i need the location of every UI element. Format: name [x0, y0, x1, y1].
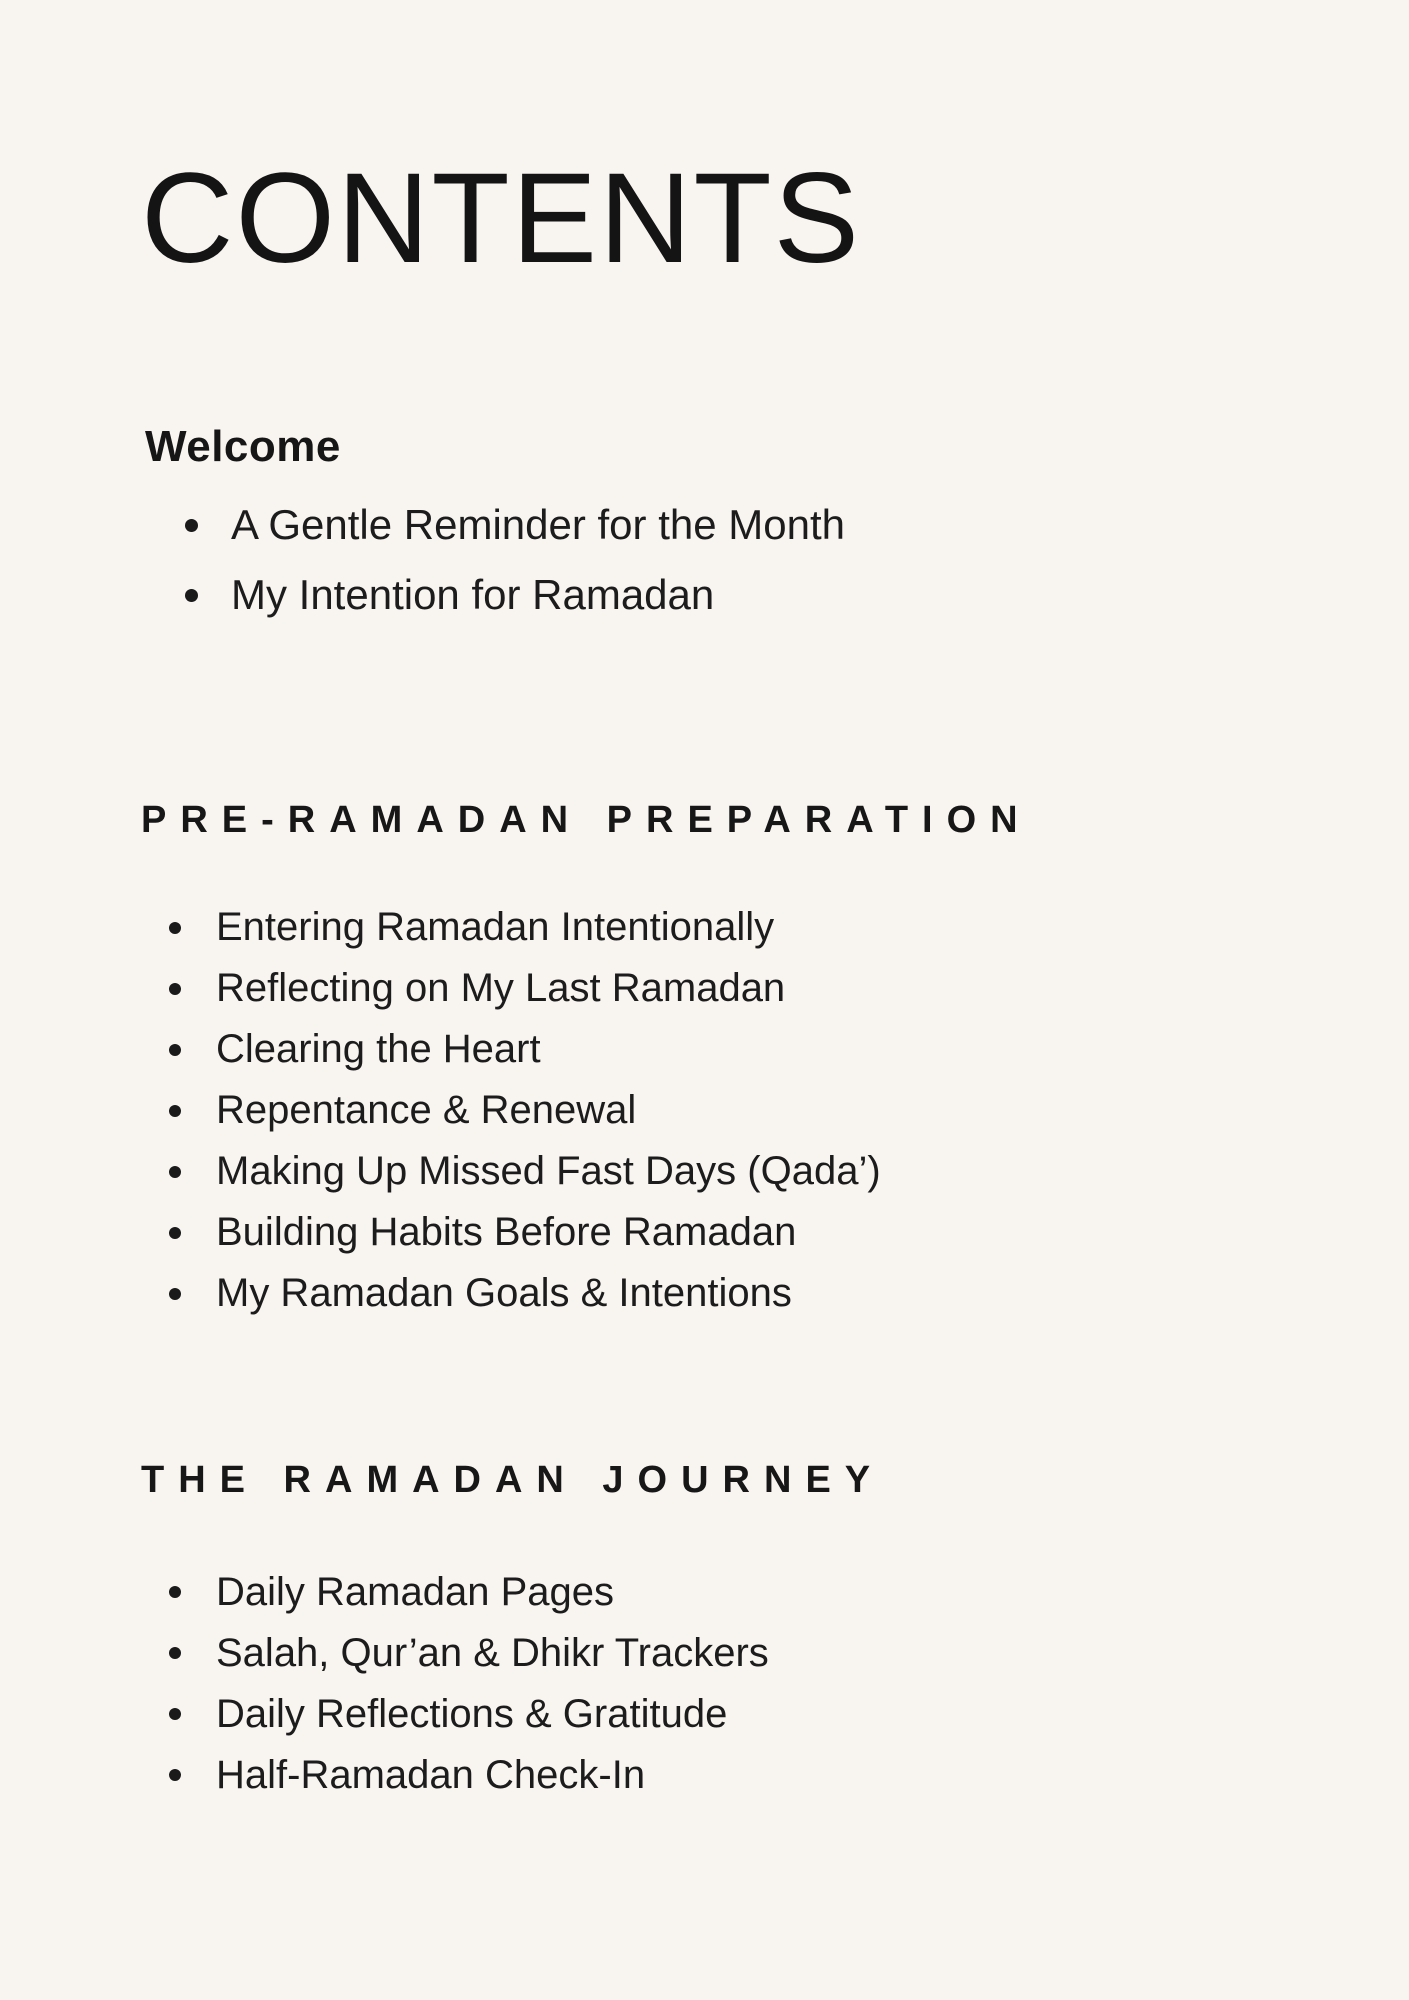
toc-item [141, 897, 1309, 958]
toc-item [141, 1745, 1309, 1806]
bullet-icon [169, 983, 181, 995]
toc-item-label: Repentance & Renewal [216, 1088, 637, 1133]
bullet-icon [169, 1166, 181, 1178]
bullet-icon [169, 1288, 181, 1300]
toc-item-label: Building Habits Before Ramadan [216, 1210, 797, 1255]
bullet-icon [169, 1769, 181, 1781]
toc-item-label: My Ramadan Goals & Intentions [216, 1271, 792, 1316]
toc-item [141, 1684, 1309, 1745]
bullet-icon [185, 589, 198, 602]
welcome-heading: Welcome [145, 422, 341, 471]
bullet-icon [169, 1227, 181, 1239]
toc-item-label: Reflecting on My Last Ramadan [216, 966, 786, 1011]
toc-item [141, 1141, 1309, 1202]
toc-item [141, 1019, 1309, 1080]
toc-item [141, 1202, 1309, 1263]
toc-item-label: Salah, Qur’an & Dhikr Trackers [216, 1630, 769, 1675]
bullet-icon [169, 1708, 181, 1720]
toc-item-label: Making Up Missed Fast Days (Qada’) [216, 1149, 881, 1194]
toc-item [141, 1080, 1309, 1141]
ramadan-journey-list [141, 1562, 1309, 1806]
toc-item-label: Daily Reflections & Gratitude [216, 1691, 728, 1736]
bullet-icon [185, 519, 198, 532]
toc-item [141, 1263, 1309, 1324]
section-ramadan-journey [141, 1458, 1309, 1806]
bullet-icon [169, 922, 181, 934]
section-pre-ramadan-preparation [141, 798, 1309, 1325]
bullet-icon [169, 1044, 181, 1056]
pre-ramadan-preparation-heading: PRE-RAMADAN PREPARATION [141, 798, 1032, 841]
bullet-icon [169, 1647, 181, 1659]
toc-item-label: Clearing the Heart [216, 1027, 541, 1072]
toc-item-label: My Intention for Ramadan [231, 570, 715, 618]
section-welcome [141, 421, 1309, 630]
toc-item [141, 1562, 1309, 1623]
bullet-icon [169, 1105, 181, 1117]
toc-item [141, 560, 1309, 630]
ramadan-journey-heading: THE RAMADAN JOURNEY [141, 1459, 885, 1502]
pre-ramadan-preparation-list [141, 897, 1309, 1324]
toc-item-label: Half-Ramadan Check-In [216, 1752, 646, 1797]
toc-item-label: Entering Ramadan Intentionally [216, 905, 775, 950]
welcome-list [141, 490, 1309, 630]
toc-item [141, 1623, 1309, 1684]
page-title: CONTENTS [141, 147, 861, 290]
toc-item-label: Daily Ramadan Pages [216, 1569, 614, 1614]
toc-item [141, 958, 1309, 1019]
toc-item-label: A Gentle Reminder for the Month [231, 500, 845, 548]
toc-item [141, 490, 1309, 560]
bullet-icon [169, 1586, 181, 1598]
